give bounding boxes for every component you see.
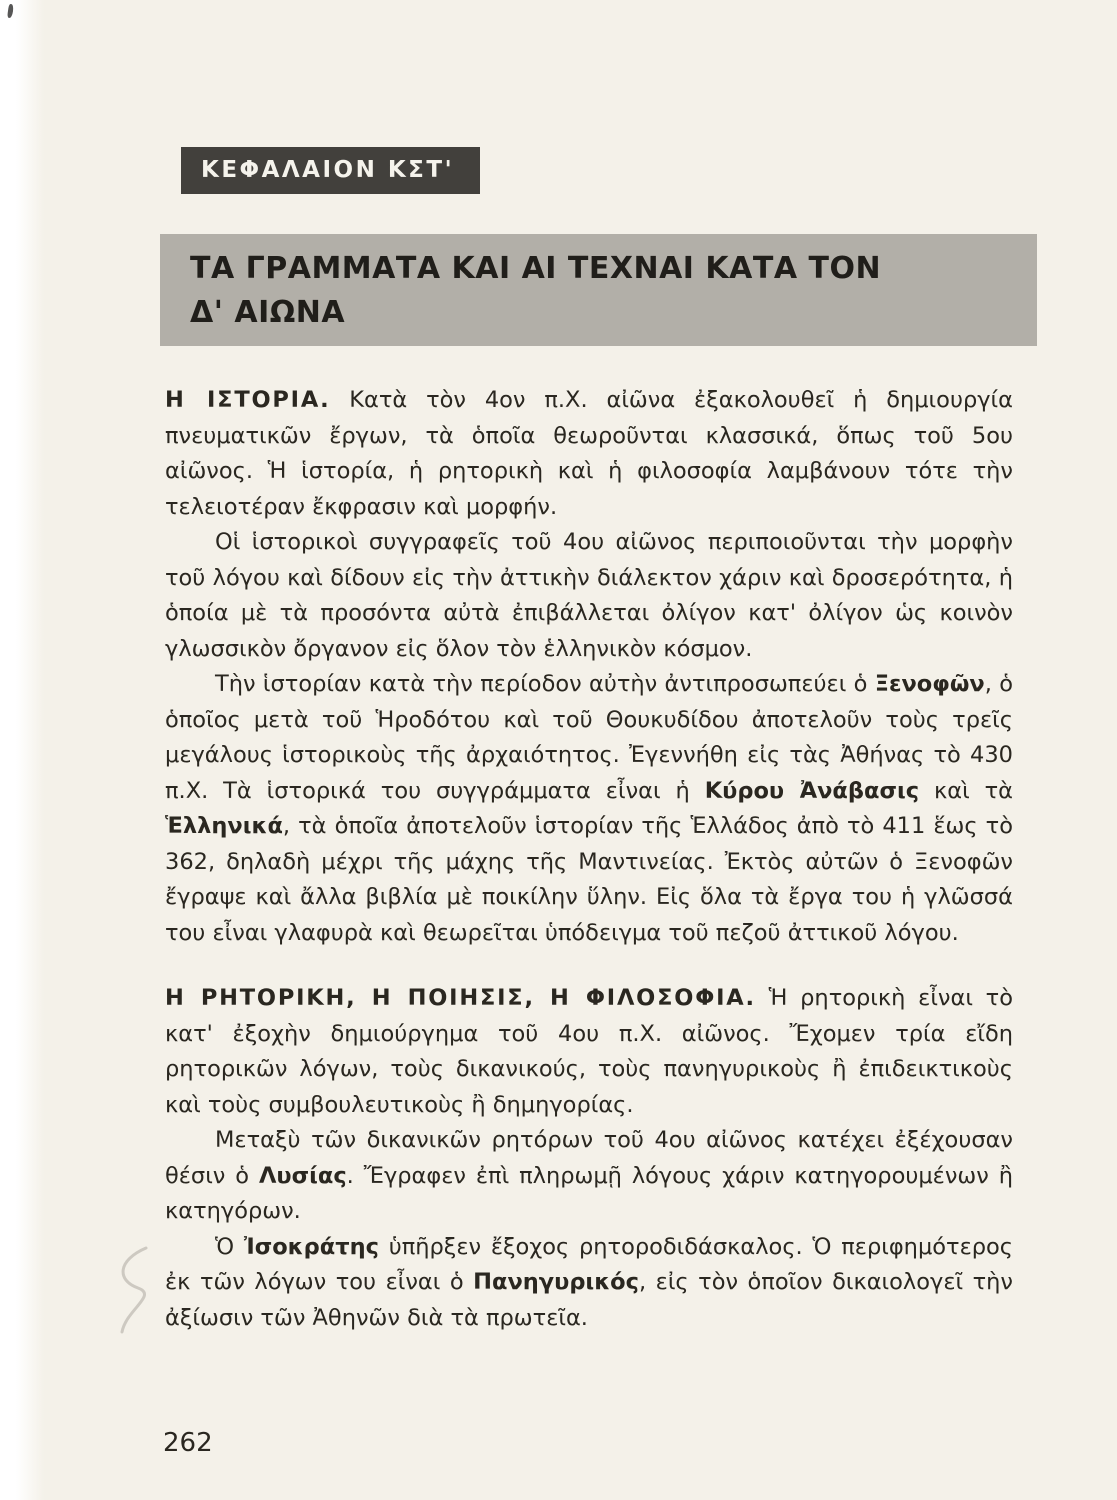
page-number: 262 [163, 1428, 213, 1458]
text-run: Οἱ ἱστορικοὶ συγγραφεῖς τοῦ 4ου αἰῶνος περιποιοῦνται τὴν μορφὴν τοῦ λόγου καὶ δίδουν εἰς τὴν ἀττικὴν διάλεκτον χάριν καὶ δροσερότητα, ἡ ὁποία μὲ τὰ προσόντα αὐτὰ ἐπιβάλλεται ὀλίγον κατ' ὀλίγον ὡς κοινὸν γλωσσικὸν ὄργανον εἰς ὅλον τὸν ἑλληνικὸν κόσμον. [165, 529, 1013, 662]
bold-run: Κύρου Ἀνάβασις [704, 777, 920, 804]
text-run: ὑπῆρξεν ἔξοχος ρητοροδιδάσκαλος. Ὁ περιφημότερος ἐκ τῶν λόγων του εἶναι ὁ [165, 1233, 1013, 1295]
paragraph [165, 1230, 1013, 1337]
pencil-mark [108, 1240, 168, 1350]
text-run: Τὴν ἱστορίαν κατὰ τὴν περίοδον αὐτὴν ἀντιπροσωπεύει ὁ [215, 671, 875, 697]
bold-run: Η ΙΣΤΟΡΙΑ. [165, 387, 331, 413]
text-run: καὶ τὰ [919, 777, 1014, 804]
bold-run: Ἰσοκράτης [243, 1233, 379, 1260]
bold-run: Πανηγυρικός [473, 1269, 639, 1295]
text-run: Ἡ ρητορικὴ εἶναι τὸ κατ' ἐξοχὴν δημιούργημα τοῦ 4ου π.Χ. αἰῶνος. Ἔχομεν τρία εἴδη ρητορικῶν λόγων, τοὺς δικανικούς, τοὺς πανηγυρικοὺς ἢ ἐπιδεικτικοὺς καὶ τοὺς συμβουλευτικοὺς ἢ δημηγορίας. [165, 985, 1013, 1118]
chapter-title-line2: Δ' ΑΙΩΝΑ [190, 295, 346, 330]
text-run: , εἰς τὸν ὁποῖον δικαιολογεῖ τὴν ἀξίωσιν τῶν Ἀθηνῶν διὰ τὰ πρωτεῖα. [165, 1269, 1013, 1331]
text-run: , τὰ ὁποῖα ἀποτελοῦν ἱστορίαν τῆς Ἑλλάδος ἀπὸ τὸ 411 ἕως τὸ 362, δηλαδὴ μέχρι τῆς μάχης τῆς Μαντινείας. Ἐκτὸς αὐτῶν ὁ Ξενοφῶν ἔγραψε καὶ ἄλλα βιβλία μὲ ποικίλην ὕλην. Εἰς ὅλα τὰ ἔργα του ἡ γλῶσσά του εἶναι γλαφυρὰ καὶ θεωρεῖται ὑπόδειγμα τοῦ πεζοῦ ἀττικοῦ λόγου. [165, 813, 1013, 946]
bold-run: Ξενοφῶν [874, 671, 985, 697]
text-run: . Ἔγραφεν ἐπὶ πληρωμῇ λόγους χάριν κατηγορουμένων ἢ κατηγόρων. [165, 1162, 1013, 1224]
paragraph [165, 383, 1013, 525]
text-run: Μεταξὺ τῶν δικανικῶν ρητόρων τοῦ 4ου αἰῶνος κατέχει ἐξέχουσαν θέσιν ὁ [165, 1127, 1013, 1189]
paragraph [165, 981, 1013, 1123]
text-run: Κατὰ τὸν 4ον π.Χ. αἰῶνα ἐξακολουθεῖ ἡ δημιουργία πνευματικῶν ἔργων, τὰ ὁποῖα θεωροῦνται κλασσικά, ὅπως τοῦ 5ου αἰῶνος. Ἡ ἱστορία, ἡ ρητορικὴ καὶ ἡ φιλοσοφία λαμβάνουν τότε τὴν τελειοτέραν ἔκφρασιν καὶ μορφήν. [165, 387, 1013, 520]
chapter-title-band [160, 234, 1037, 346]
chapter-label: ΚΕΦΑΛΑΙΟΝ ΚΣΤ' [181, 147, 480, 194]
chapter-title-line1: ΤΑ ΓΡΑΜΜΑΤΑ ΚΑΙ ΑΙ ΤΕΧΝΑΙ ΚΑΤΑ ΤΟΝ [190, 251, 882, 286]
bold-run: Λυσίας [258, 1162, 347, 1189]
bold-run: Ἑλληνικά [165, 813, 283, 839]
scan-artifact [7, 4, 14, 19]
text-column [165, 383, 1013, 1336]
paragraph [165, 667, 1013, 951]
paragraph [165, 1123, 1013, 1230]
paragraph [165, 525, 1013, 667]
text-run: , ὁ ὁποῖος μετὰ τοῦ Ἡροδότου καὶ τοῦ Θουκυδίδου ἀποτελοῦν τοὺς τρεῖς μεγάλους ἱστορικοὺς τῆς ἀρχαιότητος. Ἐγεννήθη εἰς τὰς Ἀθήνας τὸ 430 π.Χ. Τὰ ἱστορικά του συγγράμματα εἶναι ἡ [165, 671, 1013, 804]
bold-run: Η ΡΗΤΟΡΙΚΗ, Η ΠΟΙΗΣΙΣ, Η ΦΙΛΟΣΟΦΙΑ. [165, 985, 756, 1011]
text-run: Ὁ [215, 1233, 244, 1260]
